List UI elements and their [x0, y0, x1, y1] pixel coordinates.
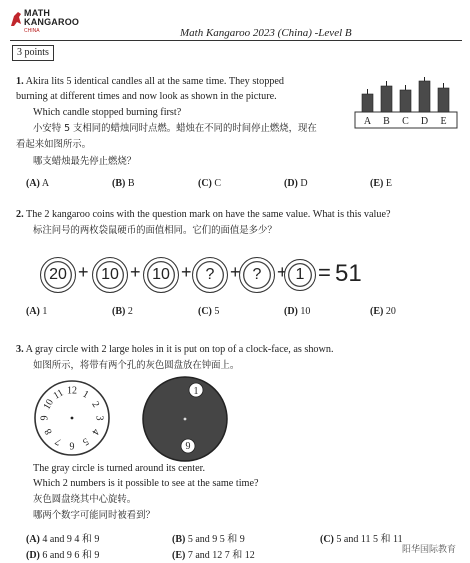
candle-c: [400, 90, 411, 112]
q1-en-line3: Which candle stopped burning first?: [33, 107, 182, 118]
watermark-text: 阳华国际教育: [401, 545, 456, 555]
clock-number-10: 10: [41, 397, 56, 412]
q2-option-a[interactable]: (A) 1: [26, 306, 48, 317]
clock-number-2: 2: [89, 399, 102, 410]
points-section-label: 3 points: [12, 45, 54, 61]
q2-option-b[interactable]: (B) 2: [112, 306, 133, 317]
header-divider: [10, 40, 462, 41]
clock-number-5: 5: [80, 435, 91, 448]
q1-option-c[interactable]: (C) C: [198, 178, 222, 189]
coin-sum-result: 51: [335, 260, 362, 287]
clock-number-4: 4: [89, 426, 102, 437]
q3-option-b[interactable]: (B) 5 and 9 5 和 9: [172, 534, 245, 545]
q3-option-a[interactable]: (A) 4 and 9 4 和 9: [26, 534, 100, 545]
logo-country: CHINA: [24, 28, 40, 34]
q3-text-en: [16, 343, 334, 356]
clock-number-11: 11: [51, 387, 66, 402]
q1-en-line2: burning at different times and now look as shown in the picture.: [16, 91, 277, 102]
clock-face: [32, 378, 112, 458]
q3-en-line2: The gray circle is turned around its center.: [33, 463, 205, 474]
candle-label-e: E: [440, 116, 447, 127]
candles-figure: [352, 76, 460, 130]
q1-option-b[interactable]: (B) B: [112, 178, 135, 189]
clock-number-9: 9: [39, 415, 51, 421]
plus-sign-3: +: [181, 262, 192, 282]
candle-label-d: D: [420, 116, 429, 127]
q1-text-en-1: [16, 75, 284, 88]
candle-b: [381, 86, 392, 112]
coin-3: 10: [143, 257, 179, 293]
equals-sign: =: [318, 260, 331, 285]
plus-sign-1: +: [78, 262, 89, 282]
disk-visible-number-2: 6: [185, 439, 191, 450]
q3-zh-line1: 如图所示，将带有两个孔的灰色圆盘放在钟面上。: [33, 360, 240, 371]
candle-label-a: A: [363, 116, 372, 127]
q2-option-d[interactable]: (D) 10: [284, 306, 311, 317]
q3-zh-line3: 哪两个数字可能同时被看到？: [33, 510, 155, 521]
q1-option-e[interactable]: (E) E: [370, 178, 392, 189]
q2-option-c[interactable]: (C) 5: [198, 306, 220, 317]
q1-zh-line3: 哪支蜡烛最先停止燃烧？: [33, 156, 137, 167]
q1-en-line1: Akira lits 5 identical candles all at the same time. They stopped: [25, 76, 285, 87]
candle-d: [419, 81, 430, 112]
candle-e: [438, 88, 449, 112]
q2-option-e[interactable]: (E) 20: [370, 306, 396, 317]
q3-number: 3.: [16, 344, 24, 355]
page-title: Math Kangaroo 2023 (China) -Level B: [180, 27, 352, 39]
math-kangaroo-logo: [8, 8, 98, 40]
q2-zh-line1: 标注问号的两枚袋鼠硬币的面值相同。它们的面值是多少？: [33, 225, 277, 236]
clock-number-3: 3: [93, 415, 105, 421]
coin-1: 20: [40, 257, 76, 293]
q1-zh-line1: 小安特 5 支相同的蜡烛同时点燃。蜡烛在不同的时间停止燃烧，现在: [33, 123, 317, 134]
coin-4: ?: [192, 257, 228, 293]
plus-sign-5: +: [277, 262, 288, 282]
q3-en-line1: A gray circle with 2 large holes in it is put on top of a clock-face, as shown.: [25, 344, 334, 355]
q2-number: 2.: [16, 209, 24, 220]
q1-option-d[interactable]: (D) D: [284, 178, 308, 189]
candle-label-b: B: [383, 116, 390, 127]
clock-number-1: 1: [80, 388, 91, 401]
gray-disk: [140, 374, 230, 464]
q3-option-c[interactable]: (C) 5 and 11 5 和 11: [320, 534, 403, 545]
q1-option-a[interactable]: (A) A: [26, 178, 50, 189]
plus-sign-4: +: [230, 262, 241, 282]
q1-number: 1.: [16, 76, 24, 87]
q3-option-d[interactable]: (D) 6 and 9 6 和 9: [26, 550, 100, 561]
logo-text: MATH KANGAROO: [24, 8, 80, 27]
coin-6: 1: [284, 259, 316, 291]
disk-visible-number-1: 1: [193, 386, 199, 397]
clock-number-12: 12: [67, 385, 77, 397]
plus-sign-2: +: [130, 262, 141, 282]
q3-option-e[interactable]: (E) 7 and 12 7 和 12: [172, 550, 255, 561]
coin-5: ?: [239, 257, 275, 293]
coin-2: 10: [92, 257, 128, 293]
q2-en-line1: The 2 kangaroo coins with the question mark on have the same value. What is this value?: [26, 209, 391, 220]
clock-number-6: 6: [69, 439, 75, 451]
q3-zh-line2: 灰色圆盘绕其中心旋转。: [33, 494, 137, 505]
clock-number-7: 7: [53, 435, 64, 448]
kangaroo-logo-icon: [8, 8, 24, 30]
q1-zh-line2: 看起来如图所示。: [16, 139, 92, 150]
q2-text-en: [16, 208, 391, 221]
clock-number-8: 8: [42, 426, 55, 437]
candle-a: [362, 94, 373, 112]
candle-label-c: C: [402, 116, 409, 127]
q3-en-line3: Which 2 numbers is it possible to see at the same time?: [33, 478, 259, 489]
